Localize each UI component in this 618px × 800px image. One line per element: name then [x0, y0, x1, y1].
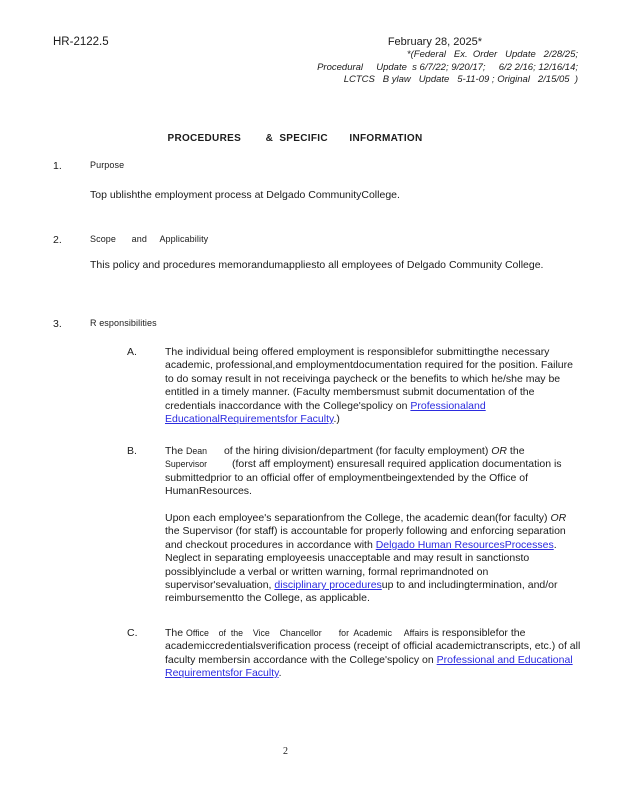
- section-1-number: 1.: [53, 160, 62, 172]
- office-vice-chancellor-label: Office of the Vice Chancellor for Academic Affairs: [186, 628, 429, 638]
- text-run: is responsiblefor the academiccredentialsverification process (receipt of official academictranscripts, etc.) of all faculty membersin accordance with the College'spolicy on: [165, 627, 581, 666]
- item-c-text: [165, 627, 583, 681]
- supervisor-label: Supervisor: [165, 459, 208, 470]
- link-professional-educational-requirements-a[interactable]: Professionaland EducationalRequirementsfor Faculty: [165, 399, 486, 426]
- item-a-letter: A.: [127, 346, 137, 358]
- text-run: The individual being offered employment is responsiblefor submittingthe necessary academic, professional,and employmentdocumentation required for the position. Failure to do somay result in not receivinga paycheck or the benefits to which he/she may be entitled in a timely manner. (Faculty membersmust submit documentation of the credentials inaccordance with the College'spolicy on: [165, 346, 573, 412]
- text-run: .): [333, 413, 340, 426]
- section-1-body: Top ublishthe employment process at Delgado CommunityCollege.: [90, 189, 400, 201]
- section-3-title: R esponsibilities: [90, 318, 157, 328]
- dean-label: Dean: [186, 446, 208, 456]
- section-1-title: Purpose: [90, 160, 125, 170]
- link-professional-educational-requirements-c[interactable]: Professional and Educational Requirementsfor Faculty: [165, 653, 573, 680]
- text-run: . Neglect in separating employeesis unacceptable and may result in sanctionsto possiblyinclude a verbal or written warning, formal reprimandnoted on supervisor'sevaluation,: [165, 538, 557, 592]
- header-date-block: [240, 36, 578, 87]
- or-emphasis: OR: [550, 512, 567, 524]
- text-run: Upon each employee's separationfrom the College, the academic dean(for faculty): [165, 512, 551, 524]
- revision-line-3: LCTCS B ylaw Update 5-11-09 ; Original 2/15/05 ): [343, 74, 578, 86]
- doc-number: HR-2122.5: [53, 36, 109, 48]
- text-run: The: [165, 627, 187, 639]
- text-run: (forst aff employment) ensuresall required application documentation is submittedprior to an official offer of employmentbeingextended by the Office of HumanResources.: [165, 458, 562, 498]
- revision-line-1: *(Federal Ex. Order Update 2/28/25;: [406, 49, 578, 60]
- text-run: .: [278, 667, 282, 680]
- section-2-number: 2.: [53, 234, 62, 246]
- text-run: up to and includingtermination, and/or reimbursementto the College, as applicable.: [165, 579, 558, 605]
- page-number: 2: [283, 746, 288, 757]
- text-run: The: [165, 445, 187, 457]
- doc-date: February 28, 2025*: [387, 36, 482, 48]
- section-2-title: Scope and Applicability: [90, 234, 209, 244]
- item-b-letter: B.: [127, 445, 137, 457]
- link-delgado-human-resources-processes[interactable]: Delgado Human ResourcesProcesses: [375, 538, 554, 551]
- item-c-letter: C.: [127, 627, 138, 639]
- text-run: the Supervisor (for staff) is accountable for properly following and enforcing separation and checkout procedures in accordance with: [165, 525, 566, 551]
- text-run: of the hiring division/department (for faculty employment): [221, 445, 492, 457]
- item-a-text: [165, 346, 580, 426]
- page-title: PROCEDURES & SPECIFIC INFORMATION: [167, 133, 423, 144]
- revision-line-2: Procedural Update s 6/7/22; 9/20/17; 6/2 2/16; 12/16/14;: [317, 61, 578, 73]
- link-disciplinary-procedures[interactable]: disciplinary procedures: [274, 579, 382, 592]
- or-emphasis: OR: [491, 445, 508, 457]
- section-3-number: 3.: [53, 318, 62, 330]
- item-b-paragraph-2: [165, 512, 575, 606]
- text-run: the: [507, 445, 525, 457]
- item-b-paragraph-1: [165, 445, 582, 499]
- section-2-body: This policy and procedures memorandumappliesto all employees of Delgado Community College.: [90, 259, 544, 271]
